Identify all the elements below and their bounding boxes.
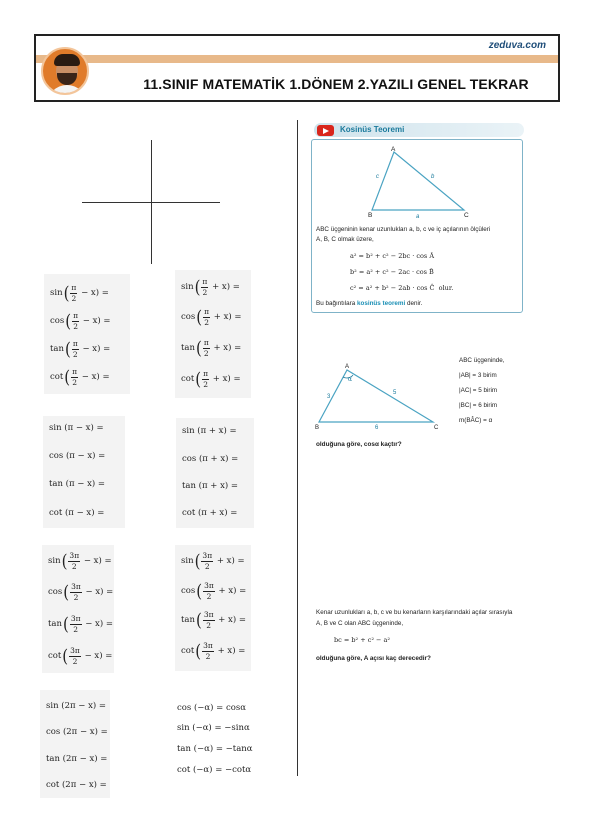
function-name: cot xyxy=(181,374,195,384)
p1-given-2: |AC| = 5 birim xyxy=(459,387,498,394)
tail: ) = xyxy=(228,312,242,322)
formula-row xyxy=(181,580,246,602)
fraction xyxy=(70,284,77,302)
denominator: 2 xyxy=(205,651,211,661)
p1-side-ab: 3 xyxy=(327,394,331,400)
left-paren: ( xyxy=(195,608,202,631)
denominator: 2 xyxy=(73,592,79,602)
formula-row: cot (2π − x) = xyxy=(46,780,107,790)
denominator: 2 xyxy=(71,561,77,571)
vertex-a-label: A xyxy=(391,146,396,153)
brand-label: zeduva.com xyxy=(488,40,546,51)
identity-tan: tan (−α) = −tanα xyxy=(177,744,253,754)
fraction xyxy=(202,370,209,388)
function-name: tan xyxy=(48,619,62,629)
denominator: 2 xyxy=(73,624,79,634)
operand: + x xyxy=(213,343,229,353)
cosine-law-eq2: b² = a² + c² − 2ac · cos B̂ xyxy=(350,268,434,276)
formula-row xyxy=(50,338,110,360)
operand: + x xyxy=(217,646,233,656)
theorem-title: Kosinüs Teoremi xyxy=(340,125,405,134)
denominator: 2 xyxy=(71,293,77,303)
function-name: cos xyxy=(181,312,196,322)
operand: + x xyxy=(212,374,228,384)
fraction xyxy=(201,278,208,296)
operand: − x xyxy=(81,372,97,382)
left-paren: ( xyxy=(64,365,71,388)
fraction xyxy=(202,642,214,660)
formula-row: sin (2π − x) = xyxy=(46,701,107,711)
p1-side-ac: 5 xyxy=(393,390,397,396)
tail: ) = xyxy=(228,343,242,353)
denominator: 2 xyxy=(73,321,78,331)
identity-cos: cos (−α) = cosα xyxy=(177,703,246,713)
outro-prefix: Bu bağıntılara xyxy=(316,300,356,307)
left-paren: ( xyxy=(63,281,70,304)
tail: ) = xyxy=(97,316,111,326)
fraction xyxy=(70,583,82,601)
formula-row xyxy=(50,310,111,332)
fraction xyxy=(203,611,215,629)
formula-row xyxy=(181,609,246,631)
formula-row: sin (π + x) = xyxy=(182,426,237,436)
numerator: π xyxy=(204,307,210,316)
formula-box-pi-plus xyxy=(176,418,254,528)
vertex-b-label: B xyxy=(368,212,373,219)
p1-side-bc: 6 xyxy=(375,425,379,430)
tail: ) = xyxy=(99,619,113,629)
numerator: π xyxy=(202,277,208,286)
fraction xyxy=(203,339,210,357)
theorem-outro xyxy=(316,300,422,309)
problem1-triangle xyxy=(305,360,445,430)
p1-vertex-c: C xyxy=(434,425,439,430)
outro-suffix: denir. xyxy=(407,300,423,307)
formula-row xyxy=(48,581,113,603)
theorem-box xyxy=(311,139,523,313)
formula-row: tan (π + x) = xyxy=(182,481,239,491)
fraction xyxy=(203,582,215,600)
numerator: π xyxy=(72,367,78,376)
tail: ) = xyxy=(227,374,241,384)
formula-row xyxy=(48,613,113,635)
left-paren: ( xyxy=(195,336,202,359)
operand: − x xyxy=(85,619,100,629)
denominator: 2 xyxy=(206,591,212,601)
fraction xyxy=(70,615,82,633)
left-paren: ( xyxy=(62,644,69,667)
avatar-hair xyxy=(54,54,80,66)
numerator: π xyxy=(73,311,79,320)
formula-row xyxy=(181,368,241,390)
operand: + x xyxy=(216,556,232,566)
numerator: 3π xyxy=(204,581,214,590)
tail: ) = xyxy=(231,556,245,566)
formula-row: cos (2π − x) = xyxy=(46,727,108,737)
fraction xyxy=(201,552,213,570)
formula-row xyxy=(50,366,110,388)
p1-given-3: |BC| = 6 birim xyxy=(459,402,498,409)
p1-given-1: |AB| = 3 birim xyxy=(459,372,497,379)
left-paren: ( xyxy=(194,275,201,298)
function-name: cos xyxy=(181,586,196,596)
formula-box-three-half-pi-plus xyxy=(175,545,251,671)
formula-row xyxy=(181,640,245,662)
tail: ) = xyxy=(226,282,240,292)
p1-question: olduğuna göre, cosα kaçtır? xyxy=(316,441,402,448)
left-paren: ( xyxy=(196,579,203,602)
function-name: sin xyxy=(48,556,61,566)
author-avatar xyxy=(41,47,89,95)
operand: + x xyxy=(218,615,233,625)
denominator: 2 xyxy=(72,349,78,359)
operand: − x xyxy=(81,288,96,298)
function-name: cot xyxy=(50,372,64,382)
tail: ) = xyxy=(98,556,112,566)
numerator: 3π xyxy=(203,610,214,619)
p1-alpha: α xyxy=(348,376,353,383)
left-paren: ( xyxy=(195,639,202,662)
side-c-label: c xyxy=(376,174,379,180)
outro-link: kosinüs teoremi xyxy=(356,300,406,307)
numerator: π xyxy=(203,338,209,347)
fraction xyxy=(71,368,78,386)
tail: ) = xyxy=(99,651,113,661)
tail: ) = xyxy=(232,646,246,656)
p2-line2: A, B ve C olan ABC üçgeninde, xyxy=(316,620,404,627)
left-paren: ( xyxy=(196,305,203,328)
formula-row: cos (π − x) = xyxy=(49,451,106,461)
fraction xyxy=(72,312,79,330)
vertex-c-label: C xyxy=(464,212,469,219)
fraction xyxy=(203,308,210,326)
function-name: tan xyxy=(181,615,195,625)
formula-row xyxy=(181,276,240,298)
formula-box-pi-minus xyxy=(43,416,125,528)
tail: ) = xyxy=(95,288,109,298)
operand: + x xyxy=(212,282,227,292)
numerator: 3π xyxy=(70,646,80,655)
formula-box-two-pi-minus xyxy=(40,690,110,798)
operand: − x xyxy=(83,556,99,566)
header-stripe xyxy=(36,55,558,63)
formula-row xyxy=(48,645,112,667)
left-paren: ( xyxy=(63,580,70,603)
cosine-law-eq3 xyxy=(350,284,453,292)
numerator: π xyxy=(203,369,209,378)
function-name: tan xyxy=(181,343,195,353)
left-paren: ( xyxy=(65,309,72,332)
tail: ) = xyxy=(100,587,114,597)
formula-row: sin (π − x) = xyxy=(49,423,104,433)
side-b-label: b xyxy=(431,174,435,180)
denominator: 2 xyxy=(204,317,209,327)
side-a-label: a xyxy=(416,214,420,220)
identity-cot: cot (−α) = −cotα xyxy=(177,765,252,775)
function-name: sin xyxy=(181,556,194,566)
operand: − x xyxy=(85,587,101,597)
eq3-text: c² = a² + b² − 2ab · cos Ĉ xyxy=(350,284,435,292)
operand: − x xyxy=(82,344,98,354)
function-name: tan xyxy=(50,344,64,354)
numerator: 3π xyxy=(203,641,213,650)
function-name: sin xyxy=(50,288,63,298)
left-paren: ( xyxy=(61,549,68,572)
p1-vertex-a: A xyxy=(345,364,350,370)
formula-row xyxy=(181,337,241,359)
avatar-beard xyxy=(57,73,77,85)
theorem-triangle xyxy=(312,140,522,230)
operand: − x xyxy=(84,651,100,661)
numerator: 3π xyxy=(69,551,80,560)
formula-row xyxy=(181,306,242,328)
denominator: 2 xyxy=(202,287,208,297)
formula-row: cot (π + x) = xyxy=(182,508,238,518)
formula-row xyxy=(50,282,109,304)
operand: − x xyxy=(82,316,98,326)
function-name: cos xyxy=(48,587,63,597)
formula-row: cot (π − x) = xyxy=(49,508,105,518)
function-name: cot xyxy=(48,651,62,661)
left-paren: ( xyxy=(195,367,202,390)
formula-row: tan (2π − x) = xyxy=(46,754,108,764)
numerator: π xyxy=(72,339,78,348)
youtube-play-icon[interactable] xyxy=(317,125,334,136)
p2-equation: bc = b² + c² − a² xyxy=(334,636,391,644)
function-name: cos xyxy=(50,316,65,326)
tail: ) = xyxy=(233,586,247,596)
formula-row: cos (π + x) = xyxy=(182,454,239,464)
formula-row: tan (π − x) = xyxy=(49,479,106,489)
left-paren: ( xyxy=(62,612,69,635)
formula-row xyxy=(181,550,245,572)
left-paren: ( xyxy=(64,337,71,360)
cosine-law-eq1: a² = b² + c² − 2bc · cos Â xyxy=(350,252,435,260)
page-title: 11.SINIF MATEMATİK 1.DÖNEM 2.YAZILI GENEL TEKRAR xyxy=(143,76,529,92)
function-name: cot xyxy=(181,646,195,656)
numerator: π xyxy=(71,283,77,292)
axis-vertical xyxy=(151,140,152,264)
p2-question: olduğuna göre, A açısı kaç derecedir? xyxy=(316,655,431,662)
denominator: 2 xyxy=(204,561,210,571)
formula-box-half-pi-plus xyxy=(175,270,251,398)
denominator: 2 xyxy=(72,377,78,387)
denominator: 2 xyxy=(72,656,78,666)
p1-vertex-b: B xyxy=(315,425,320,430)
denominator: 2 xyxy=(206,620,212,630)
function-name: sin xyxy=(181,282,194,292)
p1-given-0: ABC üçgeninde, xyxy=(459,357,505,364)
fraction xyxy=(72,340,79,358)
fraction xyxy=(68,552,80,570)
numerator: 3π xyxy=(70,614,81,623)
formula-row xyxy=(48,550,112,572)
theorem-intro-line2: A, B, C olmak üzere, xyxy=(316,236,374,243)
operand: + x xyxy=(218,586,234,596)
page-header xyxy=(34,34,560,102)
tail: ) = xyxy=(96,372,110,382)
denominator: 2 xyxy=(203,348,209,358)
p2-line1: Kenar uzunlukları a, b, c ve bu kenarların karşılarındaki açılar sırasıyla xyxy=(316,609,513,616)
formula-box-three-half-pi-minus xyxy=(42,545,114,673)
numerator: 3π xyxy=(202,551,213,560)
p1-given-4: m(BÂC) = α xyxy=(459,417,493,424)
fraction xyxy=(69,647,81,665)
formula-box-half-pi-minus xyxy=(44,274,130,394)
denominator: 2 xyxy=(203,379,209,389)
eq3-suffix: olur. xyxy=(438,284,454,292)
tail: ) = xyxy=(97,344,111,354)
column-divider xyxy=(297,120,298,776)
operand: + x xyxy=(213,312,229,322)
identity-sin: sin (−α) = −sinα xyxy=(177,723,250,733)
theorem-intro-line1: ABC üçgeninin kenar uzunlukları a, b, c ve iç açılarının ölçüleri xyxy=(316,226,491,233)
left-paren: ( xyxy=(194,549,201,572)
tail: ) = xyxy=(232,615,246,625)
numerator: 3π xyxy=(71,582,81,591)
